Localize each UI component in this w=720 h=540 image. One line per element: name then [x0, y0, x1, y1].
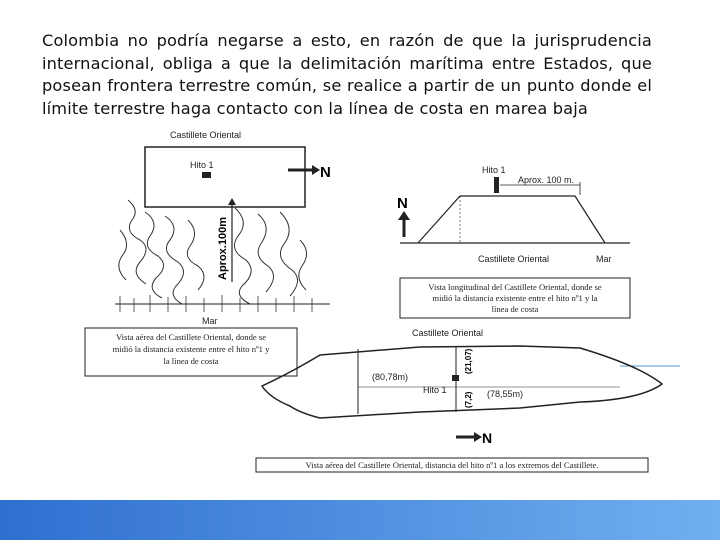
fig-left-hito-label: Hito 1: [190, 160, 214, 170]
fig-right-aprox: Aprox. 100 m.: [518, 175, 575, 185]
fig-bottom-right-dist: (78,55m): [487, 389, 524, 399]
bottom-decor-band: [0, 500, 720, 540]
fig-left-caption-1: Vista aérea del Castillete Oriental, donde se: [115, 332, 267, 342]
fig-right-hito-label: Hito 1: [482, 165, 506, 175]
fig-bottom-top-dist: (21,07): [464, 348, 473, 374]
fig-bottom-hito: Hito 1: [423, 385, 447, 395]
figure-bottom-aerial: [256, 328, 662, 472]
fig-right-title: Castillete Oriental: [478, 254, 550, 264]
aprox-arrow-head: [228, 198, 236, 205]
hito-marker-bottom: [452, 375, 459, 381]
fig-left-caption-2: midió la distancia existente entre el hito nº1 y: [112, 344, 270, 354]
fig-right-caption-2: midió la distancia existente entre el hito nº1 y la: [432, 293, 598, 303]
fig-left-mar: Mar: [202, 316, 218, 326]
fig-left-title: Castillete Oriental: [170, 130, 242, 140]
fig-left-caption-3: la línea de costa: [163, 356, 219, 366]
profile-outline: [418, 196, 605, 243]
fig-right-north: N: [397, 195, 408, 212]
fig-left-north: N: [320, 164, 331, 181]
fig-bottom-caption: Vista aérea del Castillete Oriental, distancia del hito nº1 a los extremos del Castillete.: [305, 460, 599, 470]
contour-lines: [119, 200, 307, 304]
fig-bottom-title: Castillete Oriental: [412, 328, 484, 338]
north-arrow-head: [312, 165, 320, 175]
castillete-rect: [145, 147, 305, 207]
hito-marker: [202, 172, 211, 178]
figure-left-aerial: [85, 130, 331, 376]
body-paragraph: Colombia no podría negarse a esto, en razón de que la jurisprudencia internacional, obliga a que la delimitación marítima entre Estados, que posean frontera terrestre común, se realice a partir de un punto donde el límite terrestre haga contacto con la línea de costa en marea baja: [42, 31, 652, 118]
fig-right-caption-3: línea de costa: [491, 304, 539, 314]
fig-right-caption-1: Vista longitudinal del Castillete Oriental, donde se: [428, 282, 602, 292]
fig-bottom-left-dist: (80,78m): [372, 372, 409, 382]
fig-left-aprox: Aprox.100m: [217, 217, 229, 280]
fig-right-mar: Mar: [596, 254, 612, 264]
hito-post: [494, 177, 499, 193]
fig-bottom-bottom-dist: (7,2): [464, 391, 473, 408]
fig-bottom-north: N: [482, 430, 493, 446]
north-arrow-bottom-head: [474, 432, 482, 442]
figure-right-longitudinal: [397, 165, 630, 318]
castillete-outline: [262, 346, 662, 418]
north-up-head: [398, 211, 410, 220]
